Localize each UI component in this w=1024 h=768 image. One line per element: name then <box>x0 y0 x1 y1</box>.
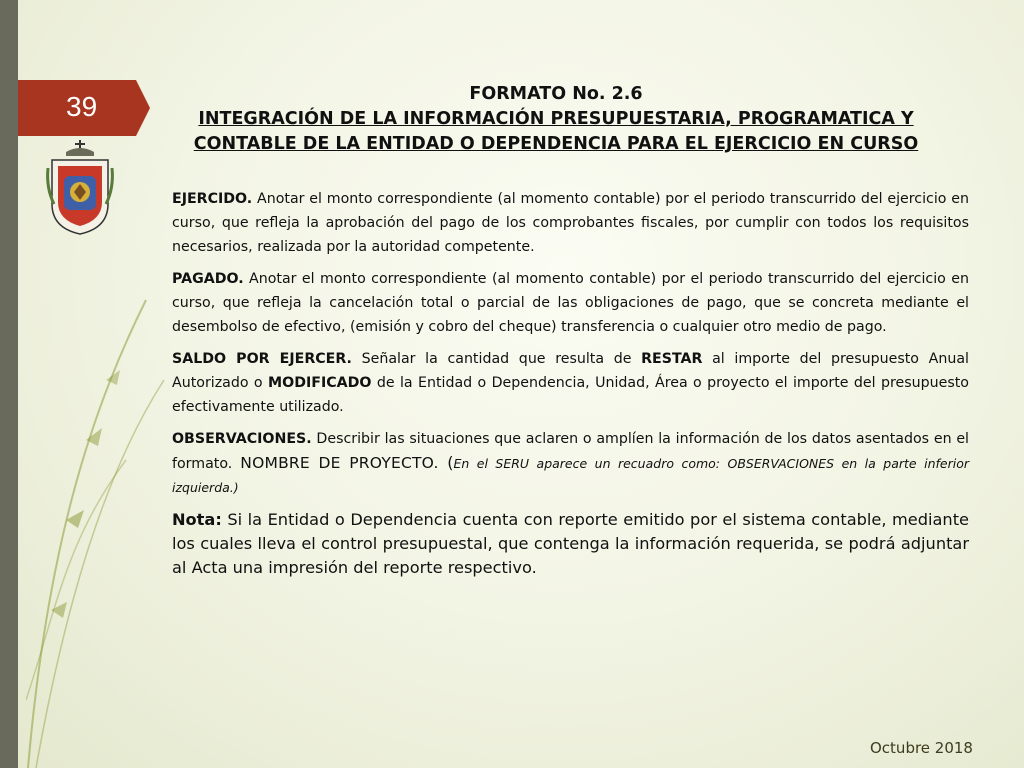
left-side-bar <box>0 0 18 768</box>
term-ejercido: EJERCIDO. <box>172 191 253 207</box>
university-crest-icon <box>44 138 116 238</box>
nombre-de-proyecto: NOMBRE DE PROYECTO. <box>240 454 448 472</box>
body-content <box>172 187 969 588</box>
bold-restar: RESTAR <box>641 351 703 367</box>
text-pagado: Anotar el monto correspondiente (al momento contable) por el periodo transcurrido del ejercicio en curso, que refleja la cancelación total o parcial de las obligaciones de pago, que se concreta mediante el desembolso de efectivo, (emisión y cobro del cheque) transferencia o cualquier otro medio de pago. <box>172 271 969 335</box>
text-saldo-2: al importe del presupuesto Anual Autorizado o <box>172 351 969 391</box>
text-saldo-1: Señalar la cantidad que resulta de <box>351 351 642 367</box>
text-saldo-3: de la Entidad o Dependencia, Unidad, Área o proyecto el importe del presupuesto efectivamente utilizado. <box>172 375 969 415</box>
paragraph-pagado <box>172 267 969 339</box>
term-observaciones: OBSERVACIONES. <box>172 431 312 447</box>
paragraph-nota <box>172 508 969 580</box>
paragraph-ejercido <box>172 187 969 259</box>
text-ejercido: Anotar el monto correspondiente (al momento contable) por el periodo transcurrido del ejercicio en curso, que refleja la aprobación del pago de los comprobantes fiscales, por cumplir con todos los requisitos necesarios, realizada por la autoridad competente. <box>172 191 969 255</box>
title-description: INTEGRACIÓN DE LA INFORMACIÓN PRESUPUESTARIA, PROGRAMATICA Y CONTABLE DE LA ENTIDAD O DEPENDENCIA PARA EL EJERCICIO EN CURSO <box>193 109 919 154</box>
bold-modificado: MODIFICADO <box>268 375 372 391</box>
seru-note: En el SERU aparece un recuadro como: OBSERVACIONES en la parte inferior izquierda.) <box>172 456 969 495</box>
open-paren: ( <box>447 453 454 472</box>
term-saldo: SALDO POR EJERCER. <box>172 351 352 367</box>
term-nota: Nota: <box>172 510 222 529</box>
text-observaciones: Describir las situaciones que aclaren o amplíen la información de los datos asentados en el formato. <box>172 431 969 472</box>
footer-date: Octubre 2018 <box>870 739 973 757</box>
slide-number: 39 <box>66 91 98 122</box>
paragraph-observaciones <box>172 427 969 500</box>
title-format-number: FORMATO No. 2.6 <box>469 84 643 104</box>
slide-title <box>156 82 956 157</box>
term-pagado: PAGADO. <box>172 271 244 287</box>
text-nota: Si la Entidad o Dependencia cuenta con reporte emitido por el sistema contable, mediante los cuales lleva el control presupuestal, que contenga la información requerida, se podrá adjuntar al Acta una impresión del reporte respectivo. <box>172 510 969 577</box>
paragraph-saldo <box>172 347 969 419</box>
